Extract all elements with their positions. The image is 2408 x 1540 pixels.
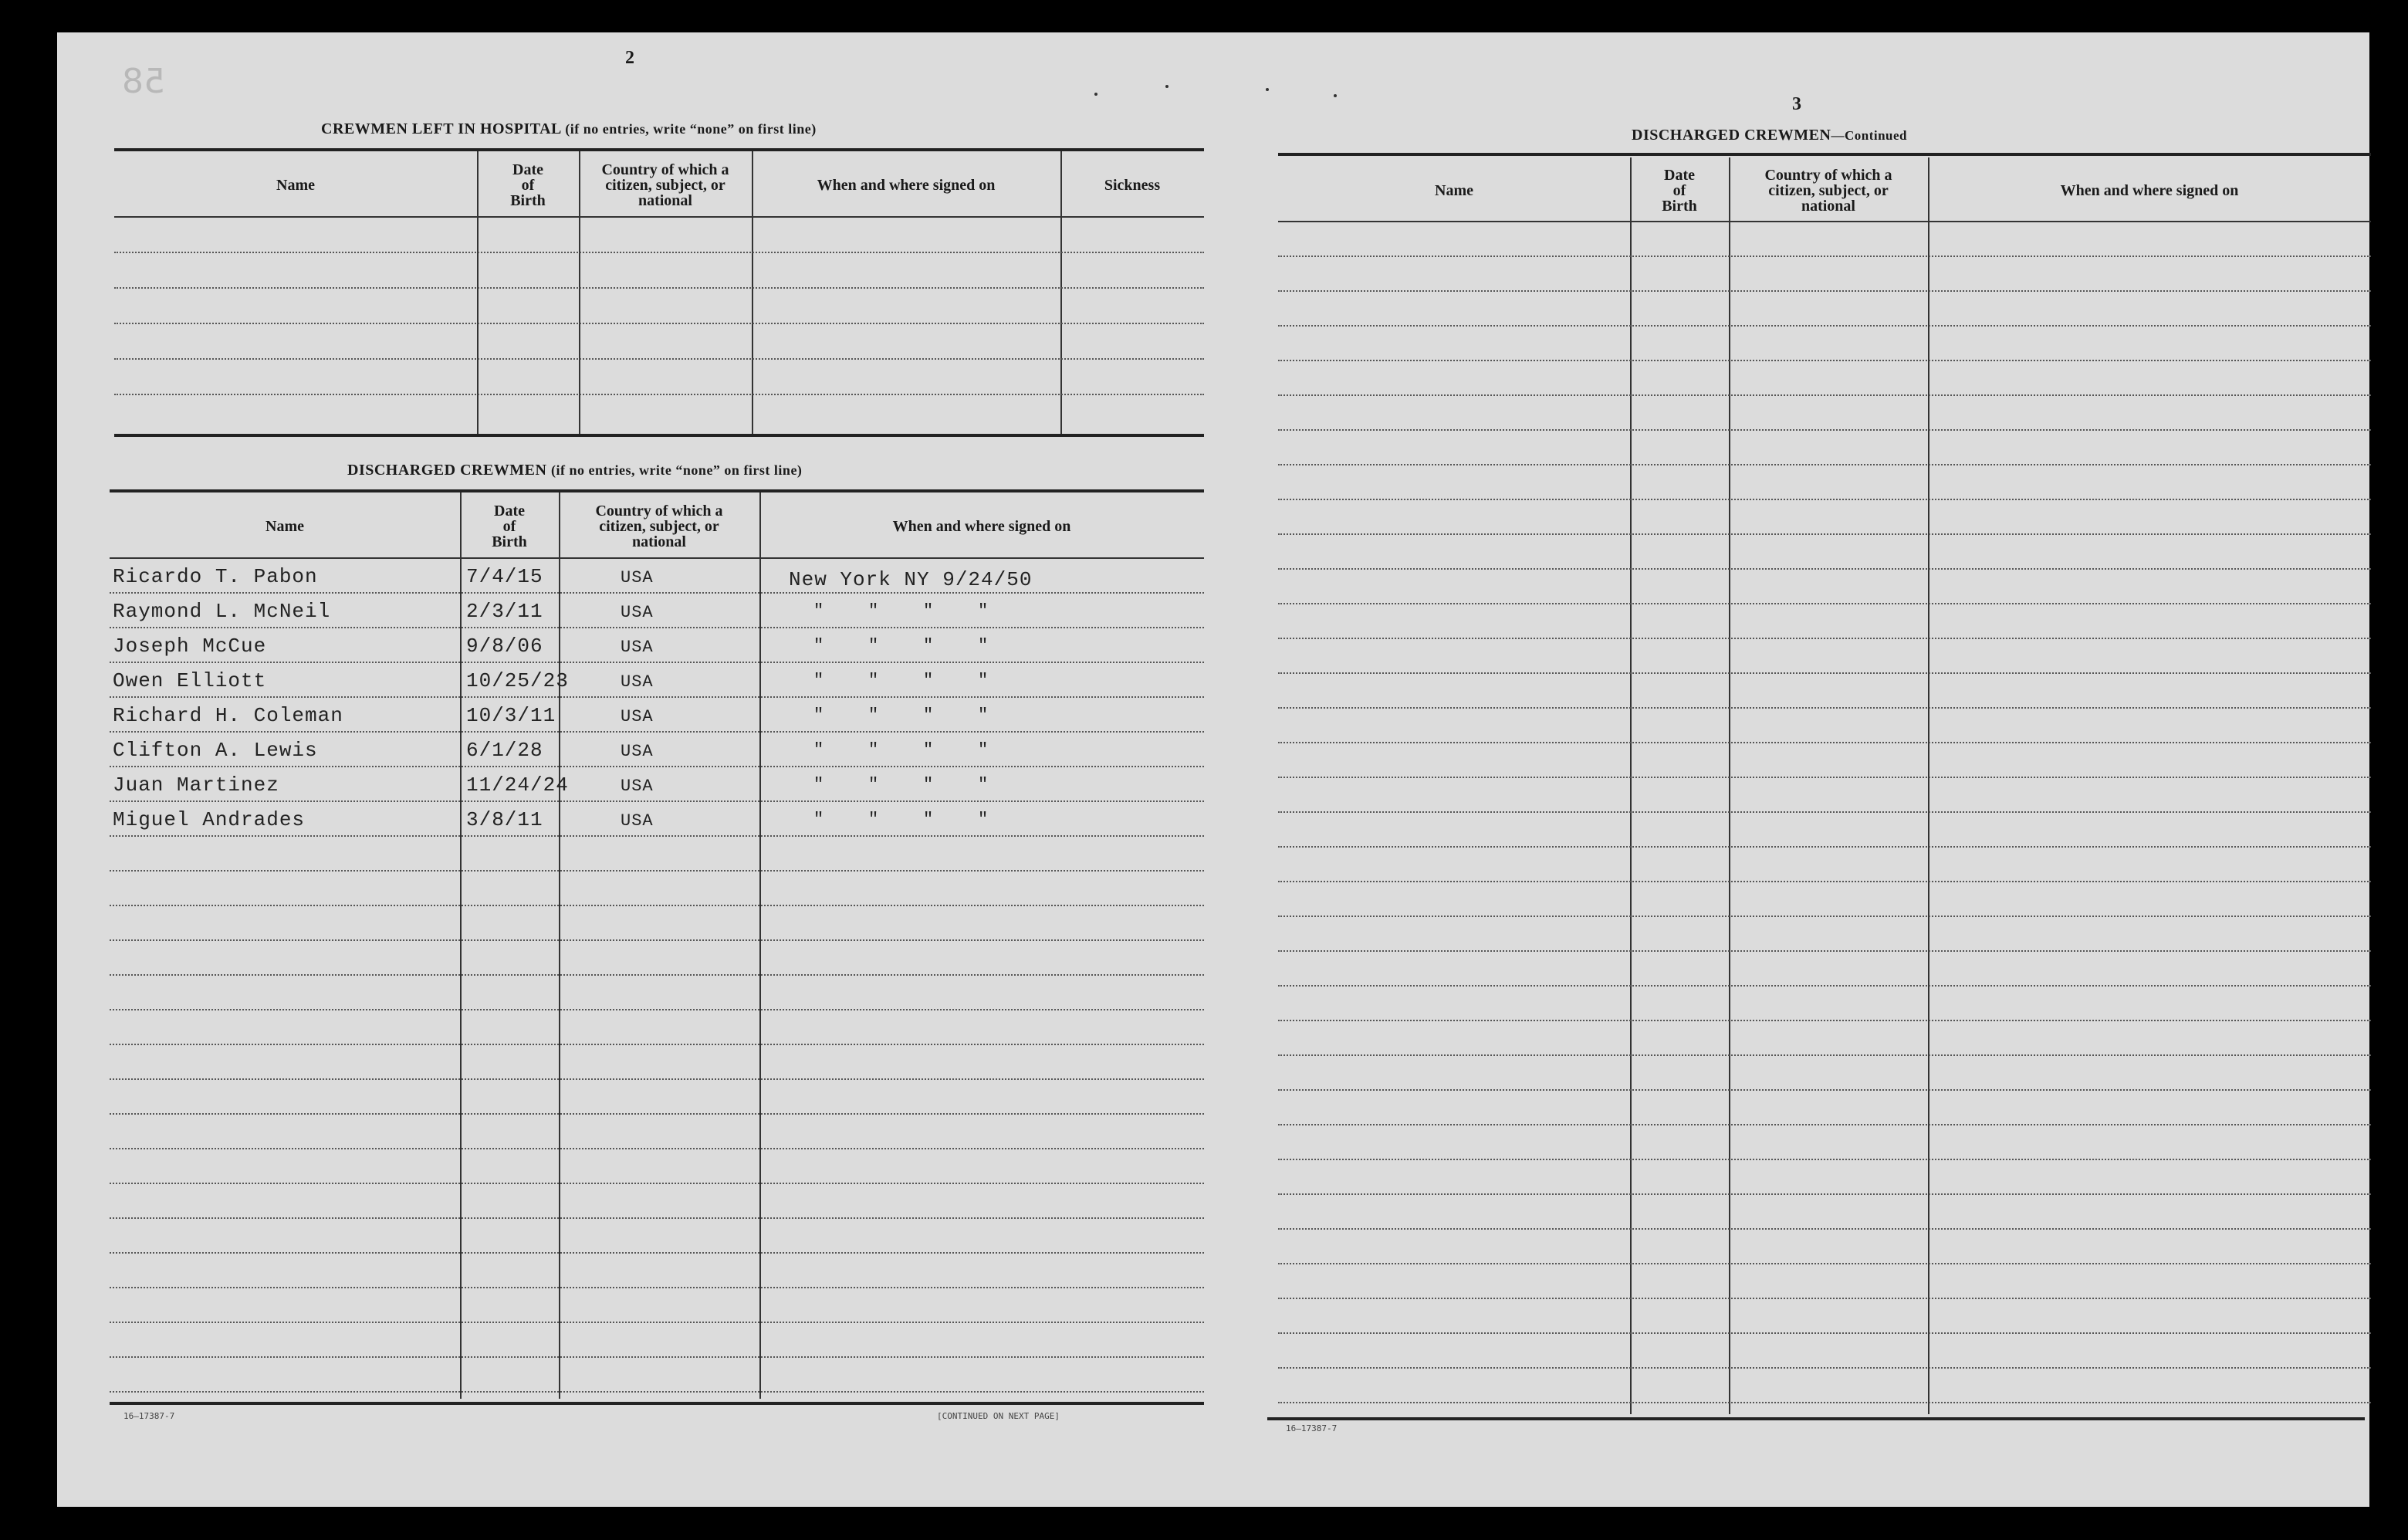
right-section-title <box>1632 127 1907 144</box>
row-rule <box>110 1183 1204 1184</box>
row-rule <box>110 1148 1204 1149</box>
row-rule <box>110 592 1204 594</box>
row-rule <box>110 870 1204 872</box>
column-header: Country of which a citizen, subject, or national <box>595 503 723 550</box>
right-form-number: 16—17387-7 <box>1286 1423 1338 1433</box>
crewman-signed-on: " " " " <box>813 601 989 621</box>
row-rule <box>114 252 1204 253</box>
crewman-name: Richard H. Coleman <box>113 704 343 727</box>
column-divider <box>559 492 560 1399</box>
row-rule <box>1278 846 2371 848</box>
row-rule <box>1278 394 2371 396</box>
row-rule <box>1278 1193 2371 1195</box>
row-rule <box>110 1356 1204 1358</box>
row-rule <box>110 905 1204 906</box>
row-rule <box>110 662 1204 663</box>
row-rule <box>110 939 1204 941</box>
left-page-number: 2 <box>625 48 634 68</box>
speck <box>1094 93 1097 96</box>
row-rule <box>114 287 1204 289</box>
speck <box>1165 85 1168 88</box>
row-rule <box>1278 290 2371 292</box>
hospital-title-text: CREWMEN LEFT IN HOSPITAL <box>321 120 561 137</box>
row-rule <box>1278 464 2371 465</box>
row-rule <box>1278 603 2371 604</box>
right-page-number: 3 <box>1792 94 1801 114</box>
row-rule <box>110 766 1204 767</box>
row-rule <box>1278 672 2371 674</box>
row-rule <box>114 358 1204 360</box>
right-title-suffix: —Continued <box>1831 128 1907 143</box>
row-rule <box>1278 985 2371 987</box>
row-rule <box>1278 1089 2371 1091</box>
column-divider <box>1630 157 1632 1414</box>
row-rule <box>1278 707 2371 709</box>
column-header: Sickness <box>1104 177 1161 194</box>
row-rule <box>1278 1298 2371 1299</box>
speck <box>1266 88 1269 91</box>
crewman-country: USA <box>621 672 654 692</box>
discharged-title-text: DISCHARGED CREWMEN <box>347 462 547 479</box>
crewman-dob: 6/1/28 <box>466 739 543 762</box>
row-rule <box>1278 881 2371 882</box>
crewman-country: USA <box>621 638 654 657</box>
crewman-country: USA <box>621 777 654 796</box>
row-rule <box>110 731 1204 733</box>
crewman-signed-on: " " " " <box>813 671 989 690</box>
row-rule <box>110 1078 1204 1080</box>
row-rule <box>1278 533 2371 535</box>
row-rule <box>1278 1159 2371 1160</box>
crewman-country: USA <box>621 603 654 622</box>
row-rule <box>1278 638 2371 639</box>
column-header: Name <box>276 177 315 194</box>
right-bottom-rule <box>1267 1417 2365 1420</box>
crewman-name: Juan Martinez <box>113 773 279 797</box>
row-rule <box>1278 1228 2371 1230</box>
crewman-name: Owen Elliott <box>113 669 267 692</box>
column-header: When and where signed on <box>817 177 996 194</box>
row-rule <box>1278 1263 2371 1264</box>
crewman-signed-on: " " " " <box>813 810 989 829</box>
column-divider <box>752 151 753 434</box>
discharged-section-title <box>347 462 802 479</box>
right-title-text: DISCHARGED CREWMEN <box>1632 127 1831 144</box>
row-rule <box>110 835 1204 837</box>
bleed-through-number: 58 <box>122 62 165 101</box>
column-divider <box>477 151 479 434</box>
row-rule <box>1278 499 2371 500</box>
row-rule <box>1278 429 2371 431</box>
column-header: Date of Birth <box>1662 167 1697 215</box>
row-rule <box>1278 1367 2371 1369</box>
row-rule <box>110 1252 1204 1254</box>
hospital-subtitle-text: (if no entries, write “none” on first line) <box>565 121 817 137</box>
document-page <box>57 32 2369 1507</box>
crewman-dob: 3/8/11 <box>466 808 543 831</box>
column-divider <box>1928 157 1929 1414</box>
discharged-header-rule <box>110 489 1204 492</box>
crewman-signed-on: " " " " <box>813 706 989 725</box>
row-rule <box>1278 1332 2371 1334</box>
crewman-dob: 10/3/11 <box>466 704 556 727</box>
row-rule <box>1278 360 2371 361</box>
crewman-country: USA <box>621 568 654 587</box>
left-form-number: 16—17387-7 <box>123 1411 175 1421</box>
row-rule <box>1278 1124 2371 1125</box>
crewman-dob: 9/8/06 <box>466 635 543 658</box>
crewman-dob: 7/4/15 <box>466 565 543 588</box>
column-divider <box>460 492 462 1399</box>
column-header: Name <box>1435 182 1473 199</box>
row-rule <box>110 696 1204 698</box>
row-rule <box>110 1113 1204 1115</box>
column-header: Name <box>265 518 304 535</box>
crewman-dob: 2/3/11 <box>466 600 543 623</box>
row-rule <box>110 1391 1204 1393</box>
crewman-name: Miguel Andrades <box>113 808 306 831</box>
column-header: Country of which a citizen, subject, or national <box>601 161 729 209</box>
crewman-country: USA <box>621 707 654 726</box>
row-rule <box>1278 811 2371 813</box>
row-rule <box>1278 1402 2371 1403</box>
discharged-bottom-rule <box>110 1402 1204 1405</box>
column-divider <box>1729 157 1730 1414</box>
crewman-name: Raymond L. McNeil <box>113 600 331 623</box>
hospital-bottom-rule <box>114 434 1204 437</box>
row-rule <box>110 800 1204 802</box>
column-divider <box>579 151 580 434</box>
header-bottom-rule <box>114 216 1204 218</box>
row-rule <box>110 974 1204 976</box>
row-rule <box>114 323 1204 324</box>
crewman-dob: 11/24/24 <box>466 773 569 797</box>
hospital-section-title <box>321 120 817 138</box>
header-bottom-rule <box>1278 221 2371 222</box>
column-header: Date of Birth <box>492 503 527 550</box>
discharged-subtitle-text: (if no entries, write “none” on first line) <box>550 462 803 478</box>
row-rule <box>1278 916 2371 917</box>
column-divider <box>759 492 761 1399</box>
crewman-name: Ricardo T. Pabon <box>113 565 318 588</box>
row-rule <box>110 1044 1204 1045</box>
row-rule <box>110 1322 1204 1323</box>
column-header: When and where signed on <box>2060 182 2239 199</box>
row-rule <box>1278 1054 2371 1056</box>
row-rule <box>110 627 1204 628</box>
continued-note: [CONTINUED ON NEXT PAGE] <box>937 1411 1060 1421</box>
crewman-dob: 10/25/23 <box>466 669 569 692</box>
column-header: Date of Birth <box>510 161 546 209</box>
hospital-header-rule <box>114 148 1204 151</box>
row-rule <box>1278 950 2371 952</box>
row-rule <box>110 1009 1204 1010</box>
row-rule <box>1278 742 2371 743</box>
crewman-signed-on: " " " " <box>813 775 989 794</box>
crewman-name: Clifton A. Lewis <box>113 739 318 762</box>
right-header-rule <box>1278 153 2371 156</box>
crewman-signed-on: New York NY 9/24/50 <box>789 568 1033 591</box>
row-rule <box>1278 568 2371 570</box>
crewman-name: Joseph McCue <box>113 635 267 658</box>
row-rule <box>110 1287 1204 1288</box>
header-bottom-rule <box>110 557 1204 559</box>
row-rule <box>110 1217 1204 1219</box>
crewman-country: USA <box>621 742 654 761</box>
row-rule <box>1278 777 2371 778</box>
column-header: When and where signed on <box>892 518 1071 535</box>
column-divider <box>1060 151 1062 434</box>
row-rule <box>114 394 1204 395</box>
crewman-signed-on: " " " " <box>813 740 989 760</box>
row-rule <box>1278 325 2371 327</box>
row-rule <box>1278 1020 2371 1021</box>
row-rule <box>1278 256 2371 257</box>
column-header: Country of which a citizen, subject, or national <box>1764 167 1892 215</box>
crewman-signed-on: " " " " <box>813 636 989 655</box>
speck <box>1334 94 1337 97</box>
crewman-country: USA <box>621 811 654 831</box>
